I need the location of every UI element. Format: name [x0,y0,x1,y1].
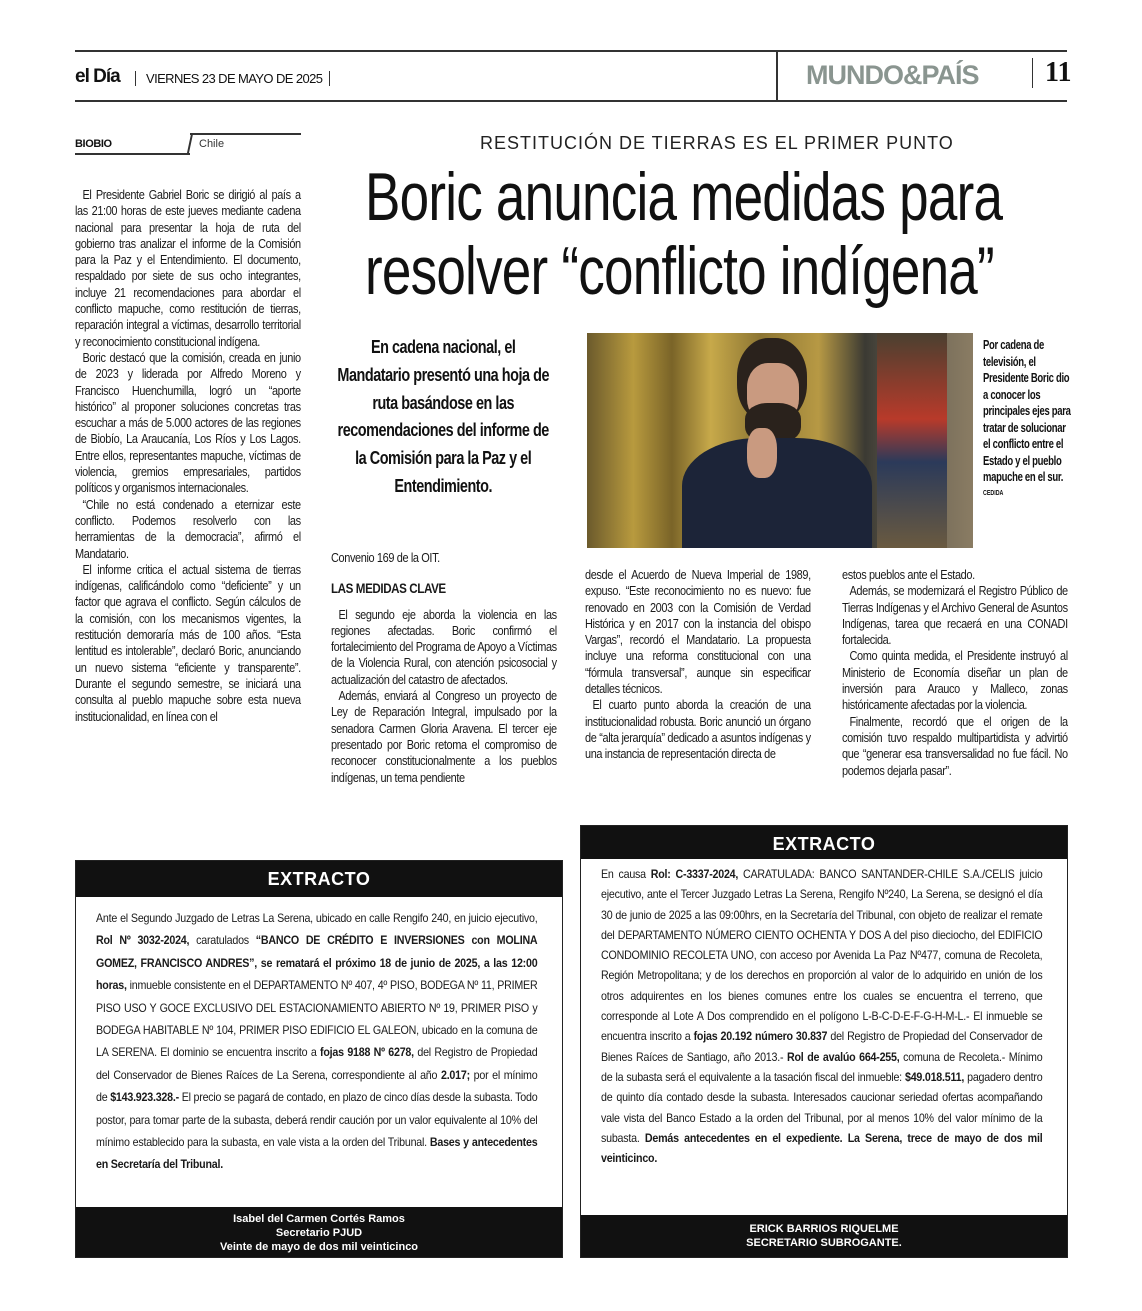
signature-line: ERICK BARRIOS RIQUELME [749,1223,899,1235]
issue-date: VIERNES 23 DE MAYO DE 2025 [135,71,330,86]
article-photo [587,333,973,548]
notice-text: pagadero dentro de quinto día contado desde la subasta. Interesados caucionar seriedad ofertas acompañando vale vista del Banco Estado a la orden del Tribunal, por al menos 10% del valor mínimo de la subasta. [601,1069,1043,1145]
article-paragraph: El segundo eje aborda la violencia en las regiones afectadas. Boric confirmó el fortalecimiento del Programa de Apoyo a Víctimas de la Violencia Rural, con atención psicosocial y actualización del catastro de afectados. [331,606,557,687]
article-paragraph: El informe critica el actual sistema de tierras indígenas, calificándolo como “deficiente” y un factor que agrava el conflicto. Según cálculos de la comisión, con los mecanismos vigentes, la restitución demoraría más de 100 años. “Esta lentitud es intolerable”, declaró Boric, anunciando un nuevo sistema “eficiente y transparente”. Durante el segundo semestre, se iniciará una consulta al pueblo mapuche sobre esta nueva institucionalidad, en línea con el [75,561,301,724]
article-subheading: LAS MEDIDAS CLAVE [331,580,446,597]
notice-bold-text: fojas 20.192 número 30.837 [693,1029,828,1044]
notice-bold-text: 2.017; [440,1067,470,1082]
article-paragraph: desde el Acuerdo de Nueva Imperial de 1989, expuso. “Este reconocimiento no es nuevo: fue renovado en 2003 con la Comisión de Verdad Histórica y en 2017 con la instancia del obispo Vargas”, recordó el Mandatario. La propuesta incluye una reforma constitucional con una “fórmula transversal”, aunque sin especificar detalles técnicos. [585,567,811,697]
notice-bold-text: Rol Nº 3032-2024, [96,933,190,948]
notice-signature [76,1207,562,1257]
article-paragraph: estos pueblos ante el Estado. [842,567,975,582]
photo-caption: Por cadena de televisión, el Presidente Boric dio a conocer los principales ejes para tratar de solucionar el conflicto entre el Estado y el pueblo mapuche en el sur. [983,338,1071,484]
notice-text: El precio se pagará de contado, en plazo de cinco días desde la subasta. Todo postor, para tomar parte de la subasta, deberá rendir caución por un valor equivalente al 10% del mínimo establecido para la subasta, en vale vista a la orden del Tribunal. [96,1090,538,1150]
photo-credit: CEDIDA [983,489,1004,497]
signature-line: Veinte de mayo de dos mil veinticinco [219,1241,419,1253]
notice-bold-text: $49.018.511, [904,1069,965,1084]
newspaper-logo: el Día [75,66,120,87]
notice-text: del Registro de Propiedad del Conservador de Bienes Raíces de La Serena, correspondiente al año [96,1045,538,1082]
kicker-country: Chile [199,138,225,150]
notice-text: del Registro de Propiedad del Conservador de Bienes Raíces de Santiago, año 2013.- [601,1029,1043,1064]
article-supertitle: RESTITUCIÓN DE TIERRAS ES EL PRIMER PUNTO [480,133,954,153]
notice-text: caratulados [189,933,256,948]
article-paragraph: Además, enviará al Congreso un proyecto de Ley de Reparación Integral, impulsado por la senadora Carmen Gloria Aravena. El tercer eje presentado por Boric retoma el compromiso de reconocer constitucionalmente a los pueblos indígenas, un tema pendiente [331,688,557,785]
article-paragraph: Además, se modernizará el Registro Público de Tierras Indígenas y el Archivo General de Asuntos Indígenas, tarea que recaerá en una CONADI fortalecida. [842,583,1068,648]
article-column-4 [842,567,1068,779]
notice-text: En causa [601,867,651,881]
signature-line: SECRETARIO SUBROGANTE. [746,1237,902,1249]
notice-text: por el mínimo de [96,1067,538,1105]
article-paragraph: Convenio 169 de la OIT. [331,550,440,565]
article-paragraph: Boric destacó que la comisión, creada en junio de 2023 y liderada por Alfredo Moreno y Francisco Huenchumilla, logró un “aporte histórico” al proponer soluciones concretas tras escuchar a más de 5.000 actores de las regiones de Biobío, La Araucanía, Los Ríos y Los Lagos. Entre ellos, representantes mapuche, víctimas de violencia, gremios empresariales, partidos políticos y organismos internacionales. [75,349,301,496]
legal-notice-right [580,825,1068,1258]
notice-bold-text: Demás antecedentes en el expediente. La Serena, trece de mayo de dos mil veinticinco. [601,1130,1043,1166]
photo-caption-block [983,337,1071,497]
notice-title: EXTRACTO [581,826,1067,859]
article-paragraph: “Chile no está condenado a eternizar este conflicto. Podemos resolverlo con las herramientas de la democracia”, afirmó el Mandatario. [75,496,301,561]
notice-body [96,907,537,1176]
article-column-1 [75,187,301,725]
notice-bold-text: fojas 9188 Nº 6278, [320,1045,414,1060]
kicker-region: BIOBIO [75,138,112,150]
notice-bold-text: $143.923.328.- [110,1090,179,1105]
notice-signature [581,1215,1067,1257]
article-paragraph: El Presidente Gabriel Boric se dirigió al país a las 21:00 horas de este jueves mediante cadena nacional para presentar la hoja de ruta del gobierno tras analizar el informe de la Comisión para la Paz y el Entendimiento. El documento, respaldado por siete de sus ocho integrantes, incluye 21 recomendaciones para abordar el conflicto mapuche, como restitución de tierras, reparación integral a víctimas, desarrollo territorial y reconocimiento constitucional indígena. [75,187,301,349]
headline-line: resolver “conflicto indígena” [365,233,994,309]
article-paragraph: Como quinta medida, el Presidente instruyó al Ministerio de Economía diseñar un plan de inversión para Arauco y Malleco, zonas históricamente afectadas por la violencia. [842,648,1068,713]
notice-text: Ante el Segundo Juzgado de Letras La Serena, ubicado en calle Rengifo 240, en juicio ejecutivo, [96,911,538,925]
notice-bold-text: Rol: C-3337-2024, [650,867,739,881]
headline-line: Boric anuncia medidas para [365,159,1003,235]
article-paragraph: Finalmente, recordó que el origen de la comisión tuvo respaldo multipartidista y advirtió que “generar esa transversalidad no fue fácil. No podemos dejarla pasar”. [842,713,1068,778]
signature-line: Secretario PJUD [275,1227,363,1239]
article-paragraph: El cuarto punto aborda la creación de una institucionalidad robusta. Boric anunció un órgano de “alta jerarquía” dedicado a asuntos indígenas y una instancia de representación directa de [585,697,811,762]
notice-body [601,864,1042,1168]
notice-text: comuna de Recoleta.- Mínimo de la subasta será el equivalente a la tasación fiscal del inmueble: [601,1049,1043,1084]
section-name: MUNDO&PAÍS [806,60,979,90]
article-column-2 [331,550,557,786]
page-number: 11 [1032,58,1071,88]
notice-text: CARATULADA: BANCO SANTANDER-CHILE S.A./CELIS juicio ejecutivo, ante el Tercer Juzgado Letras La Serena, Rengifo Nº240, La Serena, se designó el día 30 de junio de 2025 a las 09:00hrs, en la Secretaría del Tribunal, con objeto de realizar el remate del DEPARTAMENTO NÚMERO CIENTO OCHENTA Y DOS A del piso dieciocho, del EDIFICIO CONDOMINIO RECOLETA UNO, con acceso por Avenida La Paz Nº477, comuna de Recoleta, Región Metropolitana; y de los derechos en proporción al valor de lo adquirido en unión de los otros adquirentes en los bienes comunes entre los cuales se encuentra el terreno, que corresponde al Lote A Dos comprendido en el polígono L-B-C-D-E-F-G-H-M-L.- El inmueble se encuentra inscrito a [601,867,1043,1044]
notice-bold-text: “BANCO DE CRÉDITO E INVERSIONES con MOLINA GOMEZ, FRANCISCO ANDRES”, se rematará el próximo 18 de junio de 2025, a las 12:00 horas, [96,933,538,993]
notice-title: EXTRACTO [76,861,562,897]
article-headline [365,160,1142,308]
notice-bold-text: Rol de avalúo 664-255, [786,1049,900,1064]
signature-line: Isabel del Carmen Cortés Ramos [233,1213,405,1225]
notice-text: inmueble consistente en el DEPARTAMENTO Nº 407, 4º PISO, BODEGA Nº 11, PRIMER PISO USO Y GOCE EXCLUSIVO DEL ESTACIONAMIENTO ABIERTO Nº 19, PRIMER PISO y BODEGA HABITABLE Nº 104, PRIMER PISO EDIFICIO EL GALEON, ubicado en la comuna de LA SERENA. El dominio se encuentra inscrito a [96,978,538,1060]
notice-bold-text: Bases y antecedentes en Secretaría del Tribunal. [96,1135,538,1172]
legal-notice-left [75,860,563,1258]
article-deck: En cadena nacional, el Mandatario presentó una hoja de ruta basándose en las recomendaciones del informe de la Comisión para la Paz y el Entendimiento. [337,336,549,496]
article-column-3 [585,567,811,763]
